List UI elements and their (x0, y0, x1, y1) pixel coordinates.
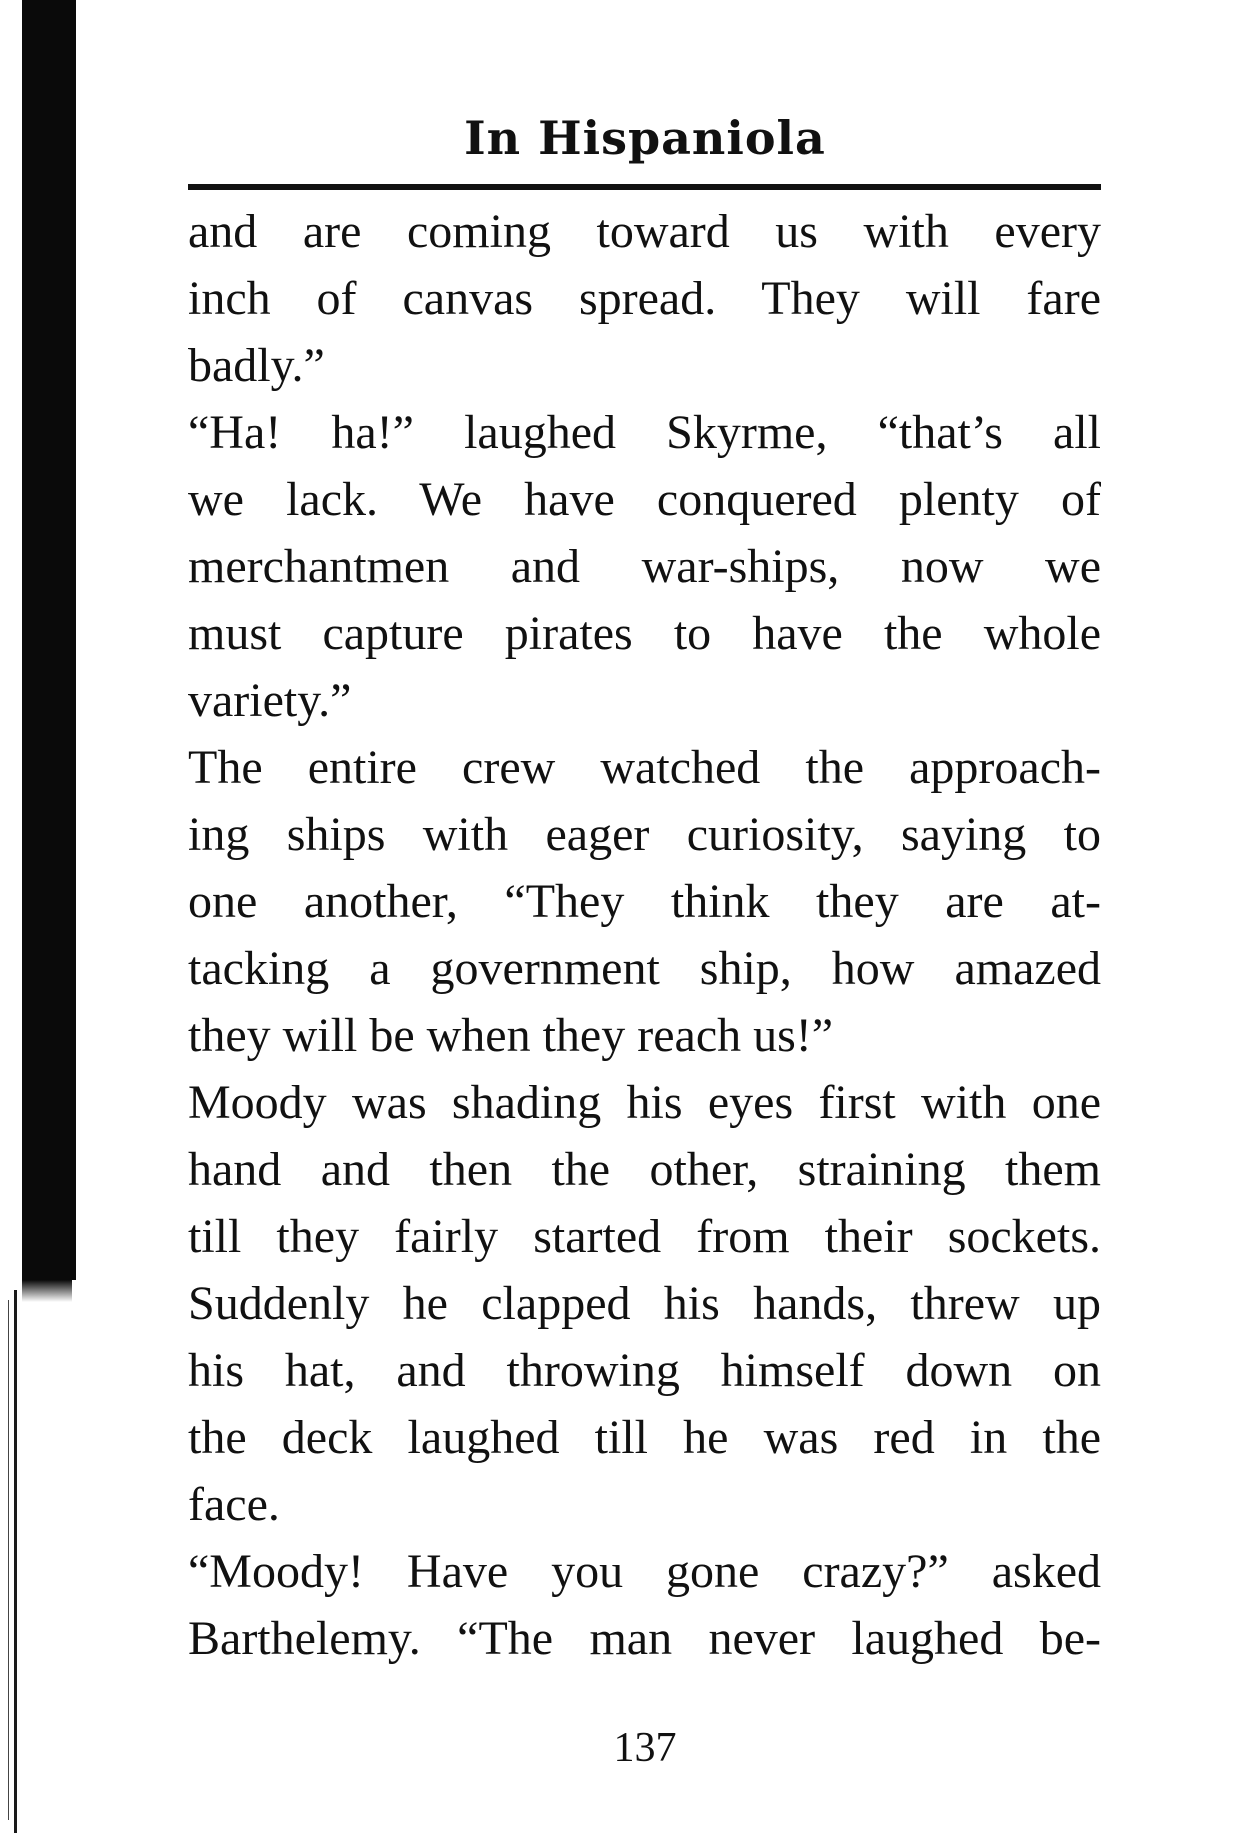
binding-line-thin (8, 1300, 9, 1820)
text-line: ing ships with eager curiosity, saying to (188, 808, 1101, 861)
text-line: Suddenly he clapped his hands, threw up (188, 1277, 1101, 1330)
text-line: tacking a government ship, how amazed (188, 942, 1101, 995)
text-line: face. (188, 1478, 280, 1531)
page-number: 137 (613, 1725, 677, 1771)
text-line: one another, “They think they are at- (188, 875, 1101, 928)
text-line: inch of canvas spread. They will fare (188, 272, 1101, 325)
binding-edge (22, 0, 76, 1280)
binding-line (14, 1290, 17, 1833)
text-line: badly.” (188, 339, 325, 392)
text-line: the deck laughed till he was red in the (188, 1411, 1101, 1464)
text-line: “Ha! ha!” laughed Skyrme, “that’s all (188, 406, 1101, 459)
text-line: “Moody! Have you gone crazy?” asked (188, 1545, 1101, 1598)
text-line: The entire crew watched the approach- (188, 741, 1101, 794)
text-line: hand and then the other, straining them (188, 1143, 1101, 1196)
text-line: merchantmen and war-ships, now we (188, 540, 1101, 593)
text-line: variety.” (188, 674, 352, 727)
text-line: Moody was shading his eyes first with one (188, 1076, 1101, 1129)
text-line: and are coming toward us with every (188, 205, 1101, 258)
header-rule (188, 184, 1101, 190)
text-line: must capture pirates to have the whole (188, 607, 1101, 660)
binding-edge-tail (22, 1280, 72, 1302)
running-head: In Hispaniola (464, 111, 826, 165)
text-line: we lack. We have conquered plenty of (188, 473, 1101, 526)
text-line: they will be when they reach us!” (188, 1009, 834, 1062)
text-line: Barthelemy. “The man never laughed be- (188, 1612, 1101, 1665)
text-line: his hat, and throwing himself down on (188, 1344, 1101, 1397)
body-text (188, 198, 1101, 1672)
text-line: till they fairly started from their sockets. (188, 1210, 1101, 1263)
